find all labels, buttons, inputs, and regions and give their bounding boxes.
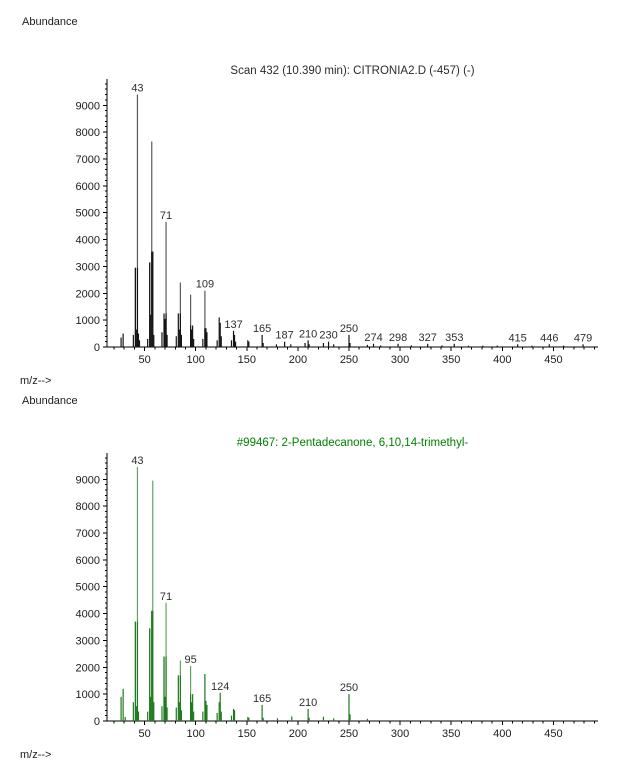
svg-text:400: 400: [493, 728, 512, 740]
svg-text:350: 350: [442, 354, 461, 366]
library-mz-axis-label: m/z-->: [20, 749, 52, 761]
svg-text:1000: 1000: [75, 689, 100, 702]
svg-text:450: 450: [544, 354, 563, 366]
svg-text:124: 124: [211, 680, 230, 693]
svg-text:100: 100: [186, 728, 205, 740]
peaks: [121, 95, 583, 347]
svg-text:50: 50: [138, 728, 151, 740]
svg-text:479: 479: [573, 332, 593, 345]
svg-text:400: 400: [493, 354, 512, 366]
tick-labels: [76, 474, 563, 740]
library-abundance-axis-label: Abundance: [22, 395, 78, 407]
svg-text:7000: 7000: [75, 153, 100, 166]
svg-text:50: 50: [138, 354, 151, 366]
library-spectrum-plot: [0, 388, 624, 776]
svg-text:3000: 3000: [75, 635, 100, 648]
svg-text:137: 137: [224, 318, 243, 331]
svg-text:43: 43: [131, 82, 144, 95]
svg-text:43: 43: [131, 455, 144, 468]
svg-text:230: 230: [319, 329, 338, 342]
svg-text:7000: 7000: [75, 527, 100, 540]
svg-text:2000: 2000: [75, 288, 100, 301]
svg-text:0: 0: [93, 716, 100, 728]
library-chart-title: #99467: 2-Pentadecanone, 6,10,14-trimethyl-: [236, 437, 469, 449]
svg-text:95: 95: [184, 653, 197, 666]
scan-mz-axis-label: m/z-->: [20, 375, 52, 387]
svg-text:327: 327: [418, 331, 437, 344]
svg-text:5000: 5000: [75, 207, 100, 220]
svg-text:300: 300: [390, 354, 410, 366]
svg-text:353: 353: [445, 331, 464, 344]
svg-text:71: 71: [159, 590, 173, 603]
svg-text:150: 150: [237, 354, 256, 366]
svg-text:350: 350: [442, 728, 461, 740]
svg-text:100: 100: [186, 354, 205, 366]
svg-text:298: 298: [388, 331, 408, 344]
svg-text:3000: 3000: [75, 261, 100, 274]
svg-text:300: 300: [390, 728, 410, 740]
svg-text:6000: 6000: [75, 180, 100, 193]
svg-text:109: 109: [195, 278, 215, 291]
svg-text:250: 250: [339, 322, 359, 335]
svg-text:187: 187: [275, 329, 294, 342]
svg-text:165: 165: [252, 322, 272, 335]
svg-text:4000: 4000: [75, 608, 100, 621]
svg-text:165: 165: [252, 692, 272, 705]
svg-text:8000: 8000: [75, 127, 100, 140]
peak-labels: [131, 455, 358, 709]
tick-labels: [76, 100, 563, 366]
svg-text:274: 274: [364, 331, 383, 344]
svg-text:450: 450: [544, 728, 563, 740]
svg-text:210: 210: [298, 696, 318, 709]
svg-text:71: 71: [159, 210, 173, 223]
svg-text:5000: 5000: [75, 581, 100, 594]
svg-text:250: 250: [339, 682, 359, 695]
svg-text:250: 250: [339, 354, 359, 366]
peaks: [121, 467, 367, 721]
svg-text:9000: 9000: [75, 100, 100, 113]
svg-text:210: 210: [298, 328, 318, 341]
svg-text:150: 150: [237, 728, 256, 740]
svg-text:6000: 6000: [75, 554, 100, 567]
scan-chart-title: Scan 432 (10.390 min): CITRONIA2.D (-457) (-): [230, 65, 475, 77]
svg-text:250: 250: [339, 728, 359, 740]
svg-text:9000: 9000: [75, 474, 100, 487]
svg-text:4000: 4000: [75, 234, 100, 247]
axes: [103, 79, 598, 351]
scan-abundance-axis-label: Abundance: [22, 16, 78, 28]
svg-text:2000: 2000: [75, 662, 100, 675]
svg-text:0: 0: [93, 342, 100, 354]
svg-text:446: 446: [540, 332, 559, 345]
peak-labels: [131, 83, 592, 345]
svg-text:200: 200: [288, 728, 308, 740]
svg-text:1000: 1000: [75, 315, 100, 328]
svg-text:200: 200: [288, 354, 308, 366]
svg-text:415: 415: [508, 332, 527, 345]
svg-text:8000: 8000: [75, 501, 100, 514]
